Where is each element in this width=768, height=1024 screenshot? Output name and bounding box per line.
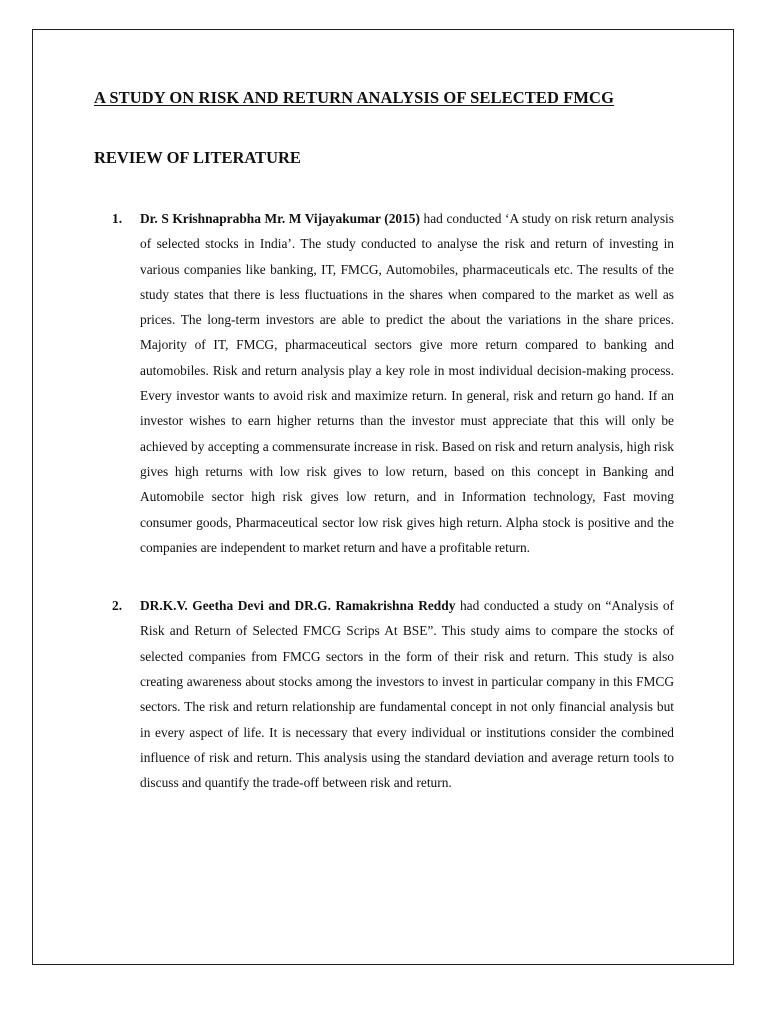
- item-text: had conducted ‘A study on risk return analysis of selected stocks in India’. The study conducted to analyse the risk and return of investing in various companies like banking, IT, FMCG, Automobiles, pharmaceuticals etc. The results of the study states that there is less fluctuations in the shares when compared to the market as well as prices. The long-term investors are able to predict the about the variations in the share prices. Majority of IT, FMCG, pharmaceutical sectors give more return compared to banking and automobiles. Risk and return analysis play a key role in most individual decision-making process. Every investor wants to avoid risk and maximize return. In general, risk and return go hand. If an investor wishes to earn higher returns than the investor must appreciate that this will only be achieved by accepting a commensurate increase in risk. Based on risk and return analysis, high risk gives high returns with low risk gives to low return, based on this concept in Banking and Automobile sector high risk gives low return, and in Information technology, Fast moving consumer goods, Pharmaceutical sector low risk gives high return. Alpha stock is positive and the companies are independent to market return and have a profitable return.: [140, 211, 674, 555]
- literature-review-list: [112, 206, 674, 796]
- item-authors: DR.K.V. Geetha Devi and DR.G. Ramakrishna Reddy: [140, 598, 456, 614]
- literature-item: [112, 206, 674, 560]
- item-text: had conducted a study on “Analysis of Risk and Return of Selected FMCG Scrips At BSE”. This study aims to compare the stocks of selected companies from FMCG sectors in the form of their risk and return. This study is also creating awareness about stocks among the investors to invest in particular company in this FMCG sectors. The risk and return relationship are fundamental concept in not only financial analysis but in every aspect of life. It is necessary that every individual or institutions consider the combined influence of risk and return. This analysis using the standard deviation and average return tools to discuss and quantify the trade-off between risk and return.: [140, 598, 674, 791]
- item-number: 1.: [112, 211, 123, 226]
- literature-item: [112, 593, 674, 795]
- section-heading: REVIEW OF LITERATURE: [94, 148, 301, 167]
- item-number: 2.: [112, 598, 123, 614]
- item-authors: Dr. S Krishnaprabha Mr. M Vijayakumar (2015): [140, 211, 420, 226]
- document-title: A STUDY ON RISK AND RETURN ANALYSIS OF SELECTED FMCG: [94, 88, 615, 107]
